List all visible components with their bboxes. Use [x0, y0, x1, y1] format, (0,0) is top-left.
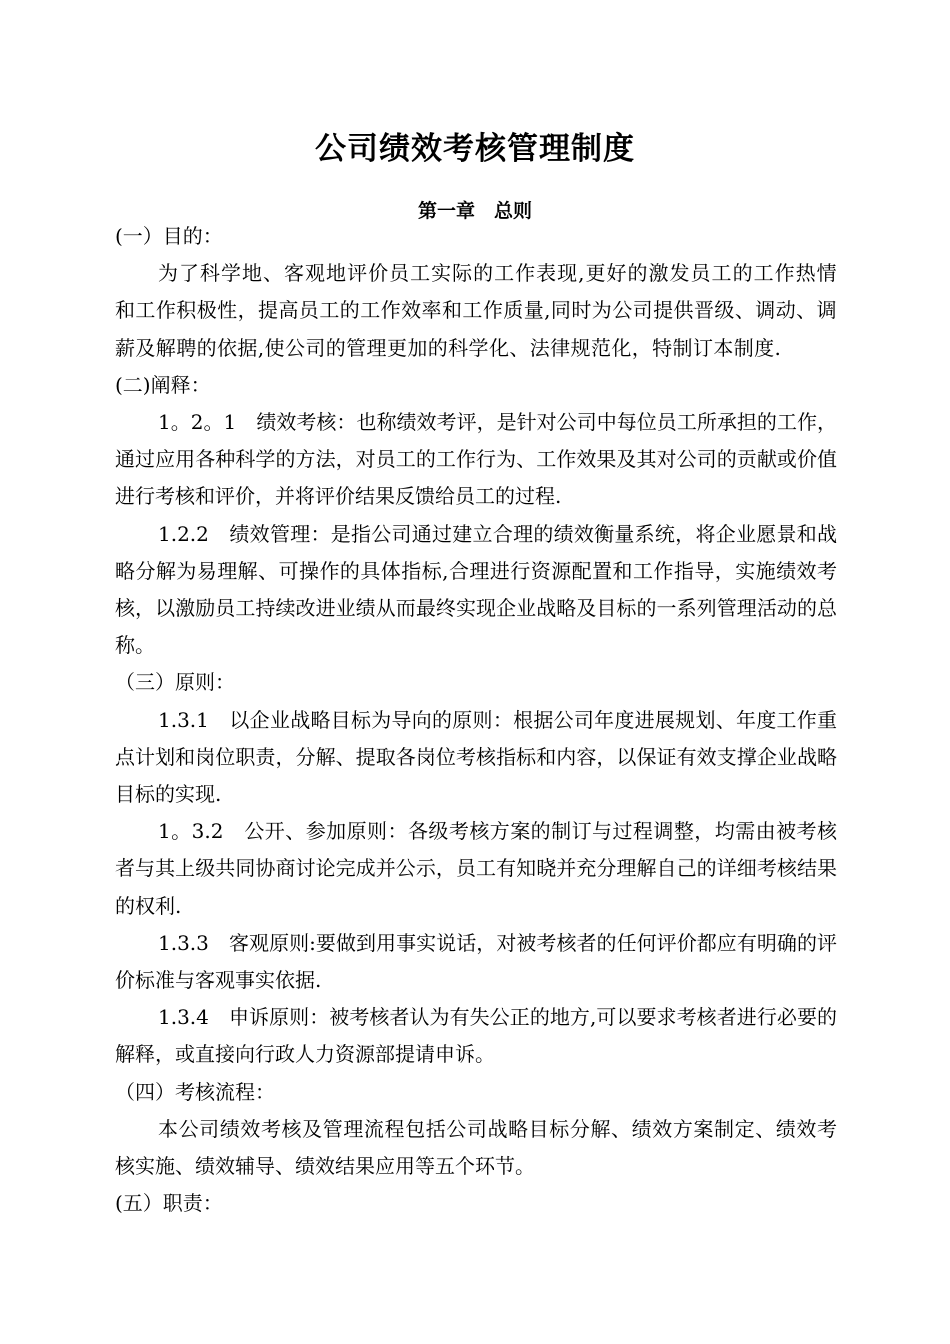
paragraph-text: 绩效考核：也称绩效考评，是针对公司中每位员工所承担的工作，通过应用各种科学的方法，对员工的工作行为、工作效果及其对公司的贡献或价值进行考核和评价，并将评价结果反馈给员工的过程.	[115, 410, 837, 509]
clause-number: 1.2.2	[158, 521, 230, 546]
section-heading-purpose: (一）目的：	[115, 224, 223, 248]
paragraph-text: 绩效管理：是指公司通过建立合理的绩效衡量系统，将企业愿景和战略分解为易理解、可操作的具体指标,合理进行资源配置和工作指导，实施绩效考核，以激励员工持续改进业绩从而最终实现企业战略及目标的一系列管理活动的总称。	[115, 521, 838, 658]
paragraph-1-3-1	[115, 702, 837, 814]
chapter-heading: 第一章 总则	[417, 200, 532, 222]
paragraph-1-2-2	[115, 516, 837, 665]
paragraph-1-3-4	[115, 999, 837, 1073]
clause-number: 1。2。1	[158, 410, 257, 435]
clause-number: 1.3.3	[158, 930, 229, 955]
paragraph-text: 以企业战略目标为导向的原则：根据公司年度进展规划、年度工作重点计划和岗位职责，分解、提取各岗位考核指标和内容，以保证有效支撑企业战略目标的实现.	[115, 707, 838, 807]
paragraph-1-3-3	[115, 925, 837, 999]
paragraph-1-2-1	[115, 404, 837, 516]
section-heading-process: （四）考核流程：	[115, 1079, 275, 1104]
section-heading-responsibilities: (五）职责：	[115, 1191, 223, 1216]
paragraph-text: 申诉原则：被考核者认为有失公正的地方,可以要求考核者进行必要的解释，或直接向行政人力资源部提请申诉。	[115, 1005, 837, 1067]
document-title: 公司绩效考核管理制度	[315, 131, 635, 167]
section-heading-explanation: (二)阐释：	[115, 372, 211, 397]
paragraph-text: 公开、参加原则：各级考核方案的制订与过程调整，均需由被考核者与其上级共同协商讨论完成并公示，员工有知晓并充分理解自己的详细考核结果的权利.	[115, 819, 838, 918]
paragraph-process	[115, 1111, 837, 1185]
paragraph-text: 为了科学地、客观地评价员工实际的工作表现,更好的激发员工的工作热情和工作积极性，提高员工的工作效率和工作质量,同时为公司提供晋级、调动、调薪及解聘的依据,使公司的管理更加的科学化、法律规范化，特制订本制度.	[115, 261, 837, 360]
paragraph-text: 本公司绩效考核及管理流程包括公司战略目标分解、绩效方案制定、绩效考核实施、绩效辅导、绩效结果应用等五个环节。	[115, 1116, 837, 1179]
clause-number: 1.3.1	[158, 707, 230, 732]
document-body	[115, 218, 837, 1222]
clause-number: 1.3.4	[158, 1005, 229, 1030]
section-heading-principles: （三）原则：	[115, 670, 235, 695]
clause-number: 1。3.2	[158, 819, 245, 844]
paragraph-purpose	[115, 255, 837, 367]
paragraph-1-3-2	[115, 813, 837, 925]
paragraph-text: 客观原则:要做到用事实说话，对被考核者的任何评价都应有明确的评价标准与客观事实依据.	[115, 930, 837, 993]
